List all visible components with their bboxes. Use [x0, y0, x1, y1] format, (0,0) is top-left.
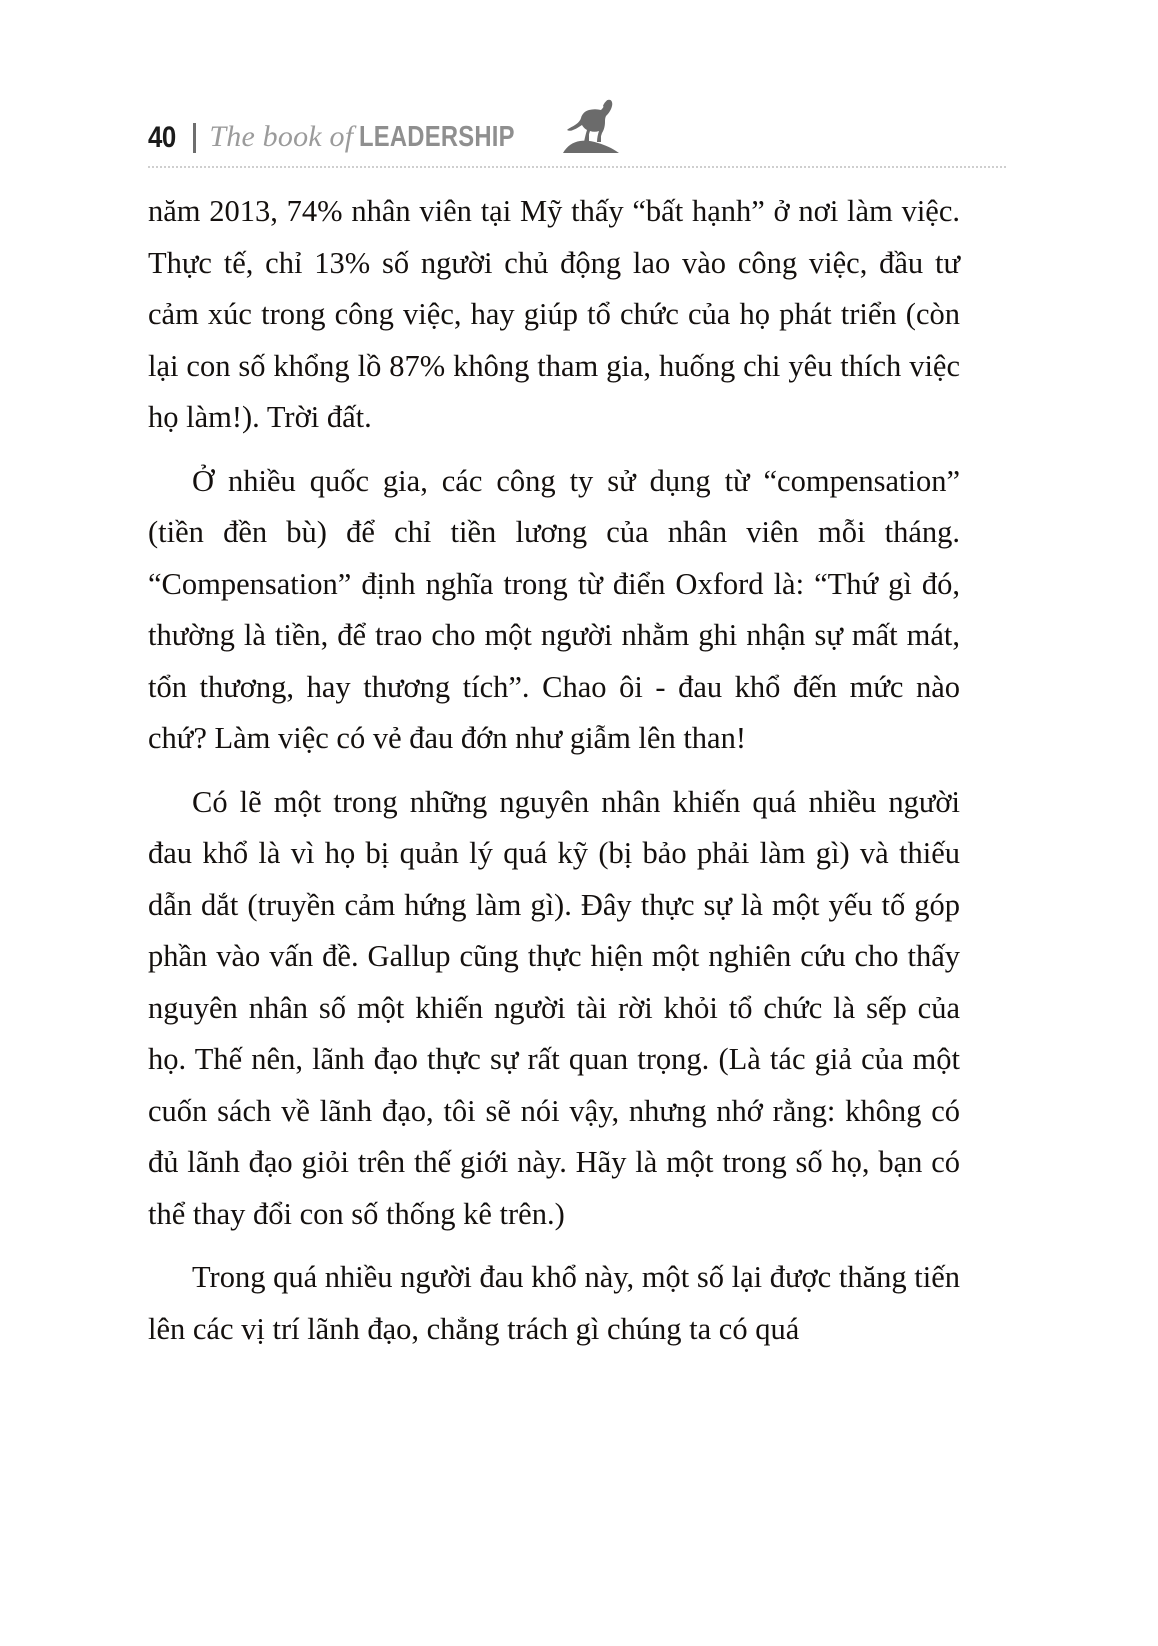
paragraph-4: Trong quá nhiều người đau khổ này, một số lại được thăng tiến lên các vị trí lãnh đạo, chẳng trách gì chúng ta có quá — [148, 1260, 960, 1346]
paragraph-1: năm 2013, 74% nhân viên tại Mỹ thấy “bất hạnh” ở nơi làm việc. Thực tế, chỉ 13% số người chủ động lao vào công việc, đầu tư cảm xúc trong công việc, hay giúp tổ chức của họ phát triển (còn lại con số khổng lồ 87% không tham gia, huống chi yêu thích việc họ làm!). Trời đất. — [148, 194, 960, 434]
running-header — [148, 92, 984, 154]
paragraph-2: Ở nhiều quốc gia, các công ty sử dụng từ “compensation” (tiền đền bù) để chỉ tiền lương của nhân viên mỗi tháng. “Compensation” định nghĩa trong từ điển Oxford là: “Thứ gì đó, thường là tiền, để trao cho một người nhằm ghi nhận sự mất mát, tổn thương, hay thương tích”. Chao ôi - đau khổ đến mức nào chứ? Làm việc có vẻ đau đớn như giẫm lên than! — [148, 463, 960, 755]
book-title-italic: The book of — [209, 120, 354, 153]
howling-wolf-icon — [561, 96, 623, 156]
vertical-bar-icon — [193, 123, 196, 153]
book-title-bold: LEADERSHIP — [359, 121, 515, 153]
body-text — [148, 186, 960, 1355]
paragraph-3: Có lẽ một trong những nguyên nhân khiến quá nhiều người đau khổ là vì họ bị quản lý quá kỹ (bị bảo phải làm gì) và thiếu dẫn dắt (truyền cảm hứng làm gì). Đây thực sự là một yếu tố góp phần vào vấn đề. Gallup cũng thực hiện một nghiên cứu cho thấy nguyên nhân số một khiến người tài rời khỏi tổ chức là sếp của họ. Thế nên, lãnh đạo thực sự rất quan trọng. (Là tác giả của một cuốn sách về lãnh đạo, tôi sẽ nói vậy, nhưng nhớ rằng: không có đủ lãnh đạo giỏi trên thế giới này. Hãy là một trong số họ, bạn có thể thay đổi con số thống kê trên.) — [148, 784, 960, 1231]
header-divider-rule — [148, 166, 1006, 168]
page-number: 40 — [148, 121, 176, 154]
